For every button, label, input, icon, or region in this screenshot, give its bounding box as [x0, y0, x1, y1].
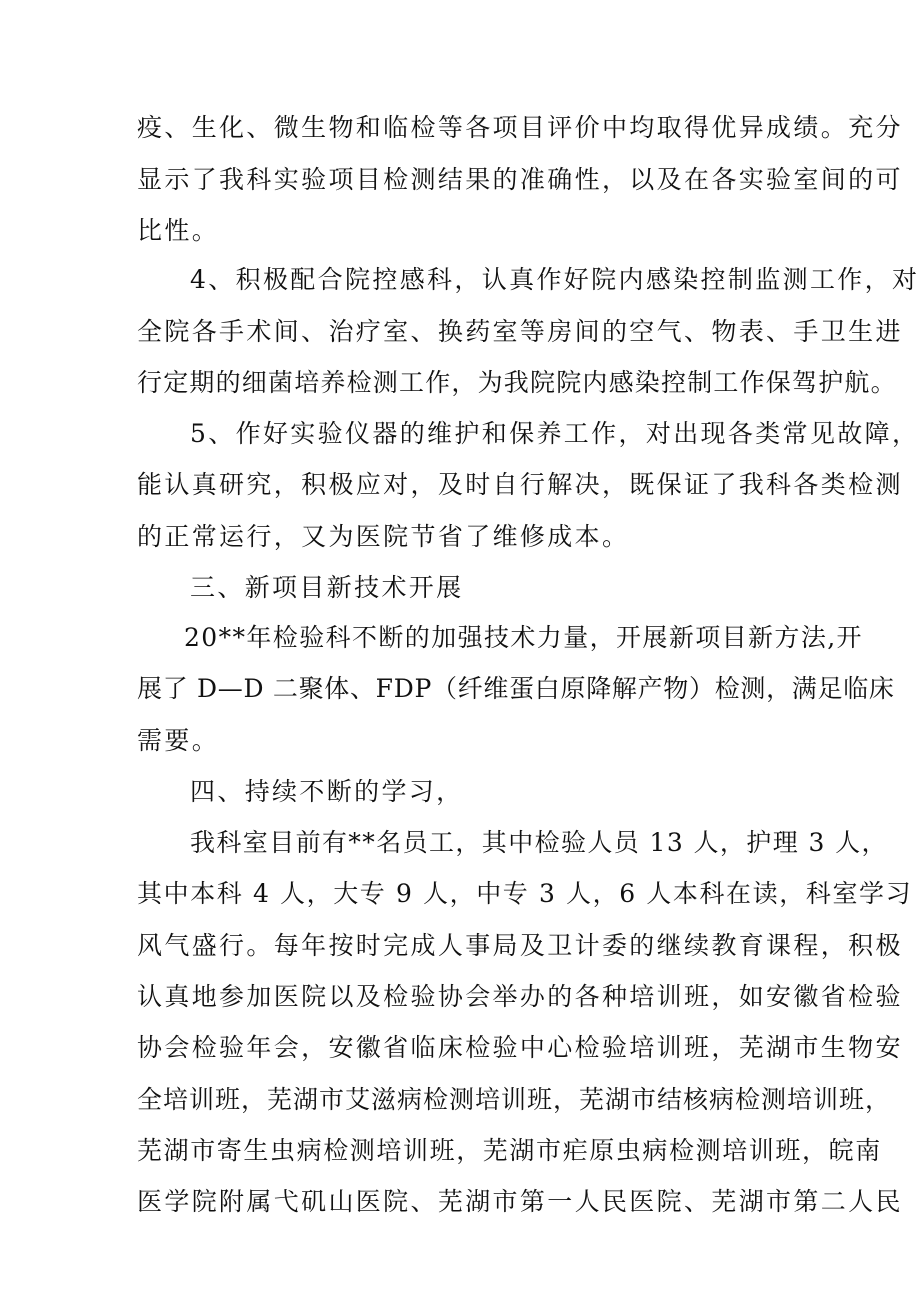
text-line: 20**年检验科不断的加强技术力量，开展新项目新方法,开	[184, 623, 863, 652]
text-line: 其中本科 4 人，大专 9 人，中专 3 人，6 人本科在读，科室学习	[137, 879, 913, 908]
text-line: 需要。	[137, 726, 220, 755]
text-line: 行定期的细菌培养检测工作，为我院院内感染控制工作保驾护航。	[137, 368, 897, 397]
text-line: 的正常运行，又为医院节省了维修成本。	[137, 522, 630, 551]
text-line: 能认真研究，积极应对，及时自行解决，既保证了我科各类检测	[137, 470, 903, 499]
text-line: 比性。	[137, 216, 220, 245]
text-line: 协会检验年会，安徽省临床检验中心检验培训班，芜湖市生物安	[137, 1033, 903, 1062]
text-line: 芜湖市寄生虫病检测培训班，芜湖市疟原虫病检测培训班，皖南	[137, 1136, 882, 1165]
text-line: 全院各手术间、治疗室、换药室等房间的空气、物表、手卫生进	[137, 317, 903, 346]
text-line: 显示了我科实验项目检测结果的准确性，以及在各实验室间的可	[137, 165, 903, 194]
text-line: 风气盛行。每年按时完成人事局及卫计委的继续教育课程，积极	[137, 931, 903, 960]
text-line: 4、积极配合院控感科，认真作好院内感染控制监测工作，对	[190, 265, 920, 294]
text-line: 疫、生化、微生物和临检等各项目评价中均取得优异成绩。充分	[137, 113, 903, 142]
text-line: 全培训班，芜湖市艾滋病检测培训班，芜湖市结核病检测培训班，	[137, 1085, 892, 1114]
text-line: 5、作好实验仪器的维护和保养工作，对出现各类常见故障，	[190, 419, 920, 448]
text-line: 我科室目前有**名员工，其中检验人员 13 人，护理 3 人，	[190, 828, 888, 857]
text-line: 认真地参加医院以及检验协会举办的各种培训班，如安徽省检验	[137, 982, 903, 1011]
text-line: 展了 D—D 二聚体、FDP（纤维蛋白原降解产物）检测，满足临床	[137, 674, 895, 703]
text-line: 医学院附属弋矶山医院、芜湖市第一人民医院、芜湖市第二人民	[137, 1187, 903, 1216]
section-heading-new-projects: 三、新项目新技术开展	[190, 573, 464, 602]
section-heading-continuous-learning: 四、持续不断的学习，	[190, 777, 464, 806]
